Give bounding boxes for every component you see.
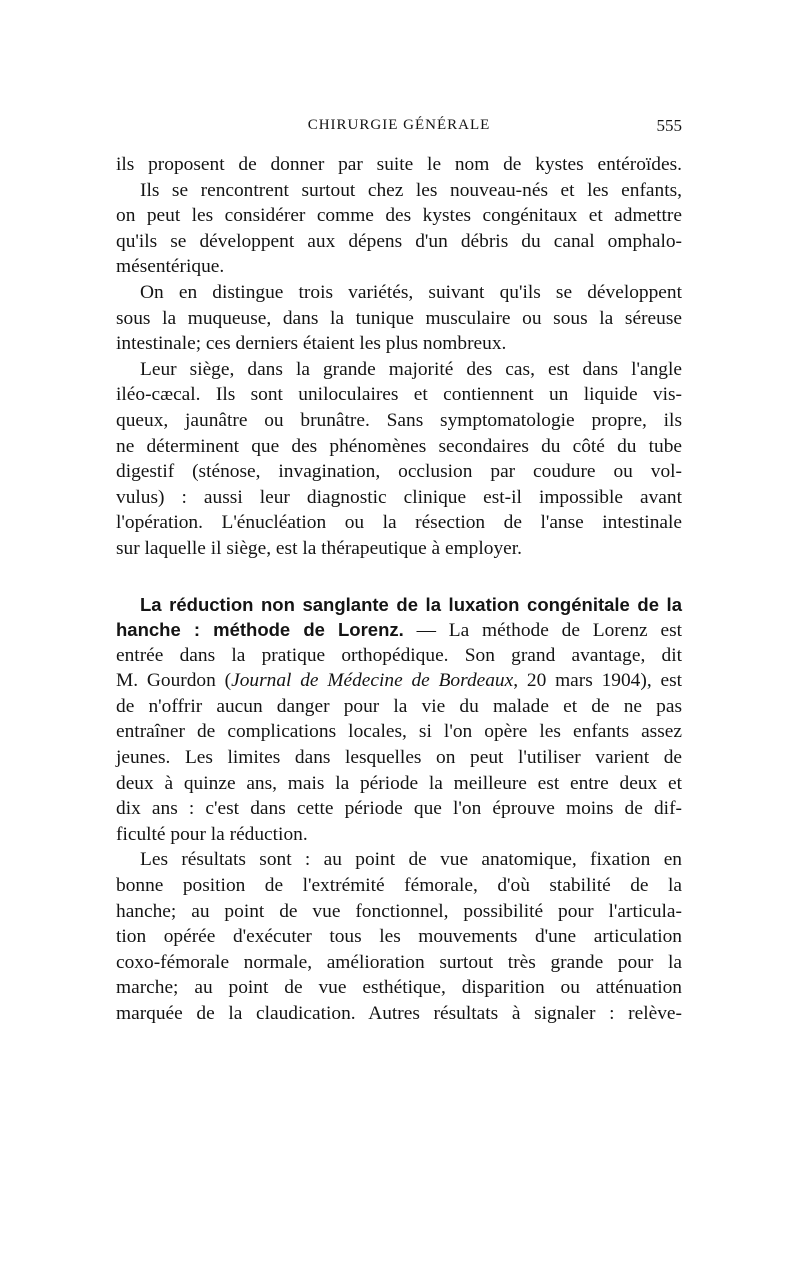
text-line: l'opération. L'énucléation ou la résection de l'anse intestinale bbox=[116, 512, 682, 534]
text-line: sous la muqueuse, dans la tunique musculaire ou sous la séreuse bbox=[116, 307, 682, 329]
text-line: hanche; au point de vue fonctionnel, possibilité pour l'articula- bbox=[116, 900, 682, 922]
running-head bbox=[116, 117, 682, 141]
paragraph-3 bbox=[116, 357, 682, 562]
text-line: Ils se rencontrent surtout chez les nouveau-nés et les enfants, bbox=[140, 179, 682, 201]
text-line: On en distingue trois variétés, suivant qu'ils se développent bbox=[140, 281, 682, 303]
text-line: qu'ils se développent aux dépens d'un débris du canal omphalo- bbox=[116, 230, 682, 252]
text-line: entraîner de complications locales, si l'on opère les enfants assez bbox=[116, 721, 682, 743]
text-line: iléo-cæcal. Ils sont uniloculaires et contiennent un liquide vis- bbox=[116, 384, 682, 406]
text-line: entrée dans la pratique orthopédique. Son grand avantage, dit bbox=[116, 644, 682, 666]
paragraph-1 bbox=[116, 152, 682, 280]
paragraph-2 bbox=[116, 280, 682, 357]
text-line: deux à quinze ans, mais la période la meilleure est entre deux et bbox=[116, 772, 682, 794]
text-line: ficulté pour la réduction. bbox=[116, 823, 308, 845]
page-number: 555 bbox=[656, 116, 682, 135]
text-line: dix ans : c'est dans cette période que l'on éprouve moins de dif- bbox=[116, 798, 682, 820]
text-fragment: , 20 mars 1904), est bbox=[513, 670, 683, 692]
text-fragment: — La méthode de Lorenz est bbox=[403, 620, 682, 642]
text-line: marquée de la claudication. Autres résultats à signaler : relève- bbox=[116, 1003, 682, 1024]
text-line: sur laquelle il siège, est la thérapeutique à employer. bbox=[116, 537, 522, 559]
text-line: intestinale; ces derniers étaient les plus nombreux. bbox=[116, 333, 507, 355]
paragraph-5 bbox=[116, 847, 682, 1026]
text-line: coxo-fémorale normale, amélioration surtout très grande pour la bbox=[116, 951, 682, 973]
running-title: CHIRURGIE GÉNÉRALE bbox=[307, 117, 491, 133]
text-line: Les résultats sont : au point de vue anatomique, fixation en bbox=[140, 849, 682, 871]
text-line: marche; au point de vue esthétique, disparition ou atténuation bbox=[116, 977, 682, 999]
text-line: mésentérique. bbox=[116, 256, 225, 278]
page-body bbox=[116, 152, 682, 1027]
text-line bbox=[116, 617, 682, 643]
text-line: vulus) : aussi leur diagnostic clinique est-il impossible avant bbox=[116, 486, 682, 508]
section-heading-end: hanche : méthode de Lorenz. bbox=[116, 619, 404, 641]
text-line: ils proposent de donner par suite le nom de kystes entéroïdes. bbox=[116, 154, 682, 175]
text-line: bonne position de l'extrémité fémorale, d'où stabilité de la bbox=[116, 875, 682, 897]
text-fragment: M. Gourdon ( bbox=[116, 670, 232, 692]
section-heading: La réduction non sanglante de la luxation congénitale de la bbox=[140, 593, 682, 615]
text-line: Leur siège, dans la grande majorité des cas, est dans l'angle bbox=[140, 358, 682, 380]
text-line: jeunes. Les limites dans lesquelles on peut l'utiliser varient de bbox=[116, 747, 682, 769]
text-line: queux, jaunâtre ou brunâtre. Sans symptomatologie propre, ils bbox=[116, 409, 682, 431]
text-line: de n'offrir aucun danger pour la vie du malade et de ne pas bbox=[116, 695, 682, 717]
text-line: tion opérée d'exécuter tous les mouvements d'une articulation bbox=[116, 926, 682, 948]
journal-title: Journal de Médecine de Bordeaux bbox=[231, 670, 514, 692]
text-line: on peut les considérer comme des kystes congénitaux et admettre bbox=[116, 205, 682, 227]
text-line: ne déterminent que des phénomènes secondaires du côté du tube bbox=[116, 435, 682, 457]
section-gap bbox=[116, 562, 682, 592]
paragraph-lorenz bbox=[116, 592, 682, 848]
text-line bbox=[116, 668, 682, 694]
text-line: digestif (sténose, invagination, occlusion par coudure ou vol- bbox=[116, 461, 682, 483]
